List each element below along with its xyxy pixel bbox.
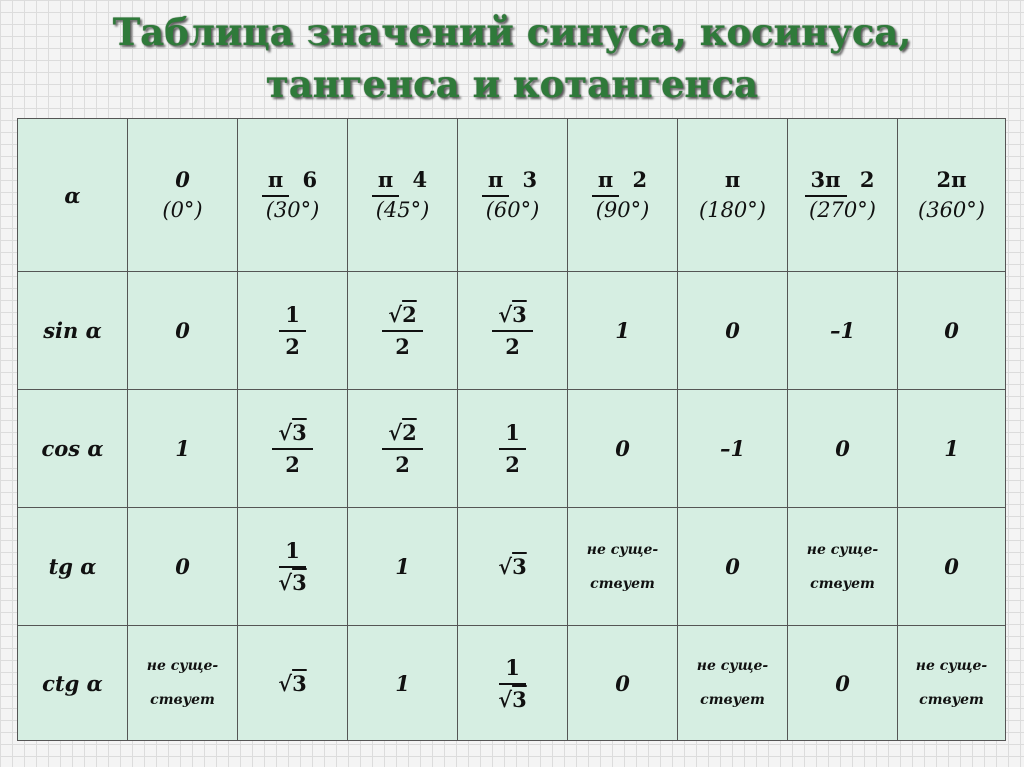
page-title bbox=[0, 6, 1024, 110]
ctg-row bbox=[18, 626, 1006, 741]
radicand: 2 bbox=[402, 420, 417, 445]
header-cell-180 bbox=[678, 119, 788, 272]
cos-cell-360 bbox=[898, 390, 1006, 508]
sqrt-sign: √ bbox=[498, 686, 513, 712]
fraction-denominator bbox=[492, 685, 532, 712]
fraction-numerator: π bbox=[372, 167, 399, 197]
fraction-numerator bbox=[382, 421, 422, 450]
cell-value: –1 bbox=[829, 318, 856, 343]
cos-cell-60 bbox=[458, 390, 568, 508]
sqrt-sign: √ bbox=[278, 420, 293, 445]
undefined-line2: ствует bbox=[919, 692, 984, 708]
sin-cell-0 bbox=[128, 272, 238, 390]
ctg-cell-45 bbox=[348, 626, 458, 741]
sin-cell-30 bbox=[238, 272, 348, 390]
sin-cell-360 bbox=[898, 272, 1006, 390]
tg-cell-60 bbox=[458, 508, 568, 626]
value-fraction bbox=[272, 421, 312, 477]
fraction-denominator: 2 bbox=[632, 167, 648, 192]
cell-value: 0 bbox=[944, 554, 959, 579]
row-label-cos bbox=[18, 390, 128, 508]
cos-cell-45 bbox=[348, 390, 458, 508]
fraction-numerator: 1 bbox=[499, 656, 526, 685]
tg-row bbox=[18, 508, 1006, 626]
tg-cell-180 bbox=[678, 508, 788, 626]
fraction-numerator bbox=[382, 303, 422, 332]
radicand: 3 bbox=[292, 420, 307, 445]
fraction-numerator: 1 bbox=[279, 303, 306, 332]
ctg-cell-90 bbox=[568, 626, 678, 741]
cell-value: 1 bbox=[395, 554, 410, 579]
fraction-denominator: 2 bbox=[505, 334, 520, 359]
row-label-sin bbox=[18, 272, 128, 390]
cell-value: 1 bbox=[395, 670, 410, 696]
cell-value: 0 bbox=[175, 318, 190, 343]
fraction-denominator: 3 bbox=[522, 167, 538, 192]
undefined-line1: не суще- bbox=[696, 658, 769, 674]
cell-value: –1 bbox=[719, 436, 746, 461]
header-cell-60 bbox=[458, 119, 568, 272]
angle-rad: π bbox=[724, 167, 741, 192]
sin-cell-60 bbox=[458, 272, 568, 390]
title-line-1: Таблица значений синуса, косинуса, bbox=[112, 10, 912, 54]
cos-cell-0 bbox=[128, 390, 238, 508]
sin-cell-45 bbox=[348, 272, 458, 390]
tg-cell-0 bbox=[128, 508, 238, 626]
cos-cell-90 bbox=[568, 390, 678, 508]
value-fraction bbox=[382, 421, 422, 477]
cos-cell-180 bbox=[678, 390, 788, 508]
root-value bbox=[278, 671, 306, 696]
fraction-numerator: π bbox=[592, 167, 619, 197]
angle-rad: 0 bbox=[175, 167, 190, 192]
ctg-cell-60 bbox=[458, 626, 568, 741]
undefined-line2: ствует bbox=[590, 575, 655, 592]
cell-value: 1 bbox=[615, 318, 630, 343]
undefined-line1: не суще- bbox=[146, 658, 219, 674]
sqrt-sign: √ bbox=[278, 670, 293, 696]
value-fraction bbox=[492, 303, 532, 359]
fraction-numerator: 1 bbox=[279, 539, 306, 568]
root-value bbox=[498, 554, 526, 579]
sin-cell-180 bbox=[678, 272, 788, 390]
header-row bbox=[18, 119, 1006, 272]
value-fraction bbox=[272, 539, 312, 595]
fraction-denominator bbox=[272, 568, 312, 595]
value-fraction bbox=[499, 421, 526, 477]
cell-value: 0 bbox=[725, 554, 740, 579]
sin-row bbox=[18, 272, 1006, 390]
fraction-denominator: 2 bbox=[859, 167, 875, 192]
cell-value: 0 bbox=[615, 436, 630, 461]
angle-fraction bbox=[482, 165, 543, 195]
row-label-tg bbox=[18, 508, 128, 626]
cell-value: 0 bbox=[944, 318, 959, 343]
undefined-line2: ствует bbox=[810, 575, 875, 592]
cell-value: 0 bbox=[835, 670, 850, 696]
value-fraction bbox=[492, 656, 532, 712]
undefined-line2: ствует bbox=[700, 692, 765, 708]
ctg-cell-270 bbox=[788, 626, 898, 741]
title-line-2: тангенса и котангенса bbox=[265, 62, 759, 106]
header-cell-270 bbox=[788, 119, 898, 272]
header-cell-45 bbox=[348, 119, 458, 272]
sqrt-sign: √ bbox=[388, 420, 403, 445]
tg-cell-45 bbox=[348, 508, 458, 626]
tg-cell-270 bbox=[788, 508, 898, 626]
sin-cell-90 bbox=[568, 272, 678, 390]
row-label-text: sin α bbox=[43, 318, 102, 343]
fraction-denominator: 6 bbox=[302, 167, 318, 192]
angle-fraction bbox=[262, 165, 323, 195]
undefined-line1: не суще- bbox=[915, 658, 988, 674]
fraction-denominator: 2 bbox=[285, 334, 300, 359]
cell-value: 0 bbox=[725, 318, 740, 343]
fraction-numerator: π bbox=[482, 167, 509, 197]
angle-rad: 2π bbox=[936, 167, 967, 192]
value-fraction bbox=[382, 303, 422, 359]
undefined-line2: ствует bbox=[150, 692, 215, 708]
fraction-denominator: 2 bbox=[395, 334, 410, 359]
fraction-numerator bbox=[272, 421, 312, 450]
radicand: 3 bbox=[292, 670, 307, 696]
header-cell-30 bbox=[238, 119, 348, 272]
alpha-label: α bbox=[64, 182, 81, 208]
angle-deg: (360°) bbox=[918, 198, 985, 222]
sqrt-sign: √ bbox=[388, 302, 403, 327]
tg-cell-30 bbox=[238, 508, 348, 626]
angle-fraction bbox=[592, 165, 653, 195]
radicand: 3 bbox=[512, 554, 527, 579]
fraction-denominator: 2 bbox=[505, 452, 520, 477]
fraction-numerator: π bbox=[262, 167, 289, 197]
angle-deg: (0°) bbox=[162, 198, 203, 222]
row-label-text: tg α bbox=[48, 554, 97, 579]
angle-deg: (45°) bbox=[375, 198, 430, 222]
undefined-line1: не суще- bbox=[586, 541, 659, 558]
angle-deg: (270°) bbox=[809, 198, 876, 222]
angle-deg: (30°) bbox=[265, 198, 320, 222]
header-cell-360 bbox=[898, 119, 1006, 272]
ctg-cell-360 bbox=[898, 626, 1006, 741]
sqrt-sign: √ bbox=[498, 302, 513, 327]
angle-fraction bbox=[805, 165, 881, 195]
tg-cell-360 bbox=[898, 508, 1006, 626]
radicand: 2 bbox=[402, 302, 417, 327]
cos-row bbox=[18, 390, 1006, 508]
fraction-denominator: 4 bbox=[412, 167, 428, 192]
value-fraction bbox=[279, 303, 306, 359]
row-label-text: cos α bbox=[41, 436, 104, 461]
angle-fraction bbox=[372, 165, 433, 195]
ctg-cell-180 bbox=[678, 626, 788, 741]
angle-deg: (60°) bbox=[485, 198, 540, 222]
angle-deg: (90°) bbox=[595, 198, 650, 222]
radicand: 3 bbox=[512, 302, 527, 327]
sqrt-sign: √ bbox=[278, 570, 293, 595]
fraction-denominator: 2 bbox=[285, 452, 300, 477]
cell-value: 0 bbox=[615, 670, 630, 696]
undefined-line1: не суще- bbox=[806, 541, 879, 558]
row-label-ctg bbox=[18, 626, 128, 741]
radicand: 3 bbox=[512, 686, 527, 712]
cos-cell-270 bbox=[788, 390, 898, 508]
cell-value: 0 bbox=[835, 436, 850, 461]
cell-value: 1 bbox=[944, 436, 959, 461]
angle-deg: (180°) bbox=[699, 198, 766, 222]
trig-values-table bbox=[17, 118, 1006, 741]
header-cell-90 bbox=[568, 119, 678, 272]
header-cell-0 bbox=[128, 119, 238, 272]
ctg-cell-0 bbox=[128, 626, 238, 741]
cell-value: 1 bbox=[175, 436, 190, 461]
cell-value: 0 bbox=[175, 554, 190, 579]
fraction-numerator: 3π bbox=[805, 167, 847, 197]
ctg-cell-30 bbox=[238, 626, 348, 741]
sin-cell-270 bbox=[788, 272, 898, 390]
radicand: 3 bbox=[292, 570, 307, 595]
tg-cell-90 bbox=[568, 508, 678, 626]
header-alpha-cell bbox=[18, 119, 128, 272]
fraction-denominator: 2 bbox=[395, 452, 410, 477]
cos-cell-30 bbox=[238, 390, 348, 508]
row-label-text: ctg α bbox=[42, 670, 103, 696]
fraction-numerator bbox=[492, 303, 532, 332]
fraction-numerator: 1 bbox=[499, 421, 526, 450]
sqrt-sign: √ bbox=[498, 554, 513, 579]
